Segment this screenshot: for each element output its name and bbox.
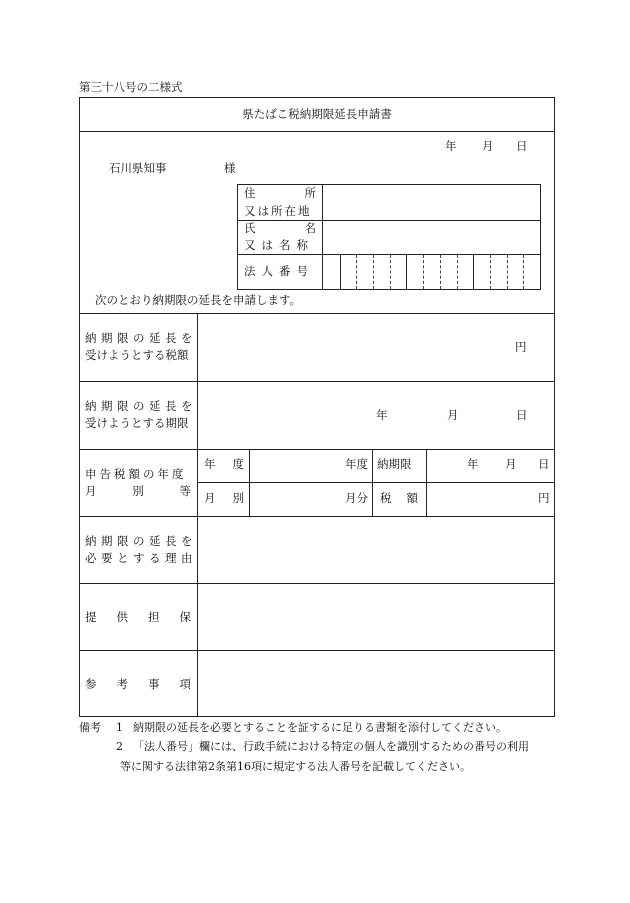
note-2-text-line2: 等に関する法律第2条第16項に規定する法人番号を記載してください。 [120,760,471,773]
address-field[interactable] [323,185,540,220]
digit-cell-divider [457,255,458,289]
date-year-label: 年 [445,139,457,153]
digit-cell-divider [490,255,491,289]
name-label-line2: 又は名称 [244,238,314,252]
digit-cell-divider [406,255,407,289]
digit-cell-divider [373,255,374,289]
reason-label-line2: 必要とする理由 [85,551,197,565]
collateral-label: 提 供 担 保 [85,610,191,624]
amount-label-line2: 受けようとする税額 [85,348,189,362]
due-date-label: 納期限 [377,457,412,471]
reference-field[interactable] [198,651,554,716]
tax-amount-unit: 円 [538,491,550,505]
addressee-name: 石川県知事 [109,161,167,175]
date-month-label: 月 [482,139,494,153]
month-label: 月 別 [204,491,244,505]
deadline-label-line1: 納期限の延長を [85,399,197,413]
collateral-field[interactable] [198,584,554,650]
fiscal-year-unit: 年度 [345,457,368,471]
corporate-number-field[interactable] [323,255,540,289]
deadline-day-label: 日 [516,408,528,422]
digit-cell-divider [423,255,424,289]
amount-unit: 円 [515,340,527,354]
notes-heading: 備考 [79,721,101,734]
form-title: 県たばこ税納期限延長申請書 [242,107,392,121]
corporate-number-label: 法人番号 [244,264,314,278]
digit-cell-divider [523,255,524,289]
declared-label-line2: 月 別 等 [85,484,191,498]
address-label-line2: 又は所在地 [244,204,312,218]
reference-label: 参 考 事 項 [85,677,191,691]
deadline-label-line2: 受けようとする期限 [85,416,189,430]
amount-label-line1: 納期限の延長を [85,331,197,345]
note-1-number: 1 [116,721,123,734]
month-unit: 月分 [345,491,368,505]
due-month-label: 月 [505,457,517,471]
date-day-label: 日 [516,139,528,153]
address-label-line1: 住 所 [244,186,316,200]
digit-cell-divider [340,255,341,289]
due-day-label: 日 [538,457,550,471]
declared-label-line1: 申告税額の年度 [85,467,187,481]
digit-cell-divider [473,255,474,289]
digit-cell-divider [507,255,508,289]
digit-cell-divider [356,255,357,289]
addressee-honorific: 様 [224,161,236,175]
amount-field[interactable] [198,314,554,380]
fiscal-year-label: 年 度 [204,457,244,471]
name-label-line1: 氏 名 [244,221,316,235]
reason-field[interactable] [198,517,554,583]
due-date-field[interactable] [427,450,554,482]
deadline-year-label: 年 [376,408,388,422]
note-2-text-line1: 「法人番号」欄には、行政手続における特定の個人を識別するための番号の利用 [133,740,529,753]
note-1-text: 納期限の延長を必要とすることを証するに足りる書類を添付してください。 [133,721,507,734]
digit-cell-divider [390,255,391,289]
deadline-month-label: 月 [447,408,459,422]
request-statement: 次のとおり納期限の延長を申請します。 [95,293,302,307]
divider [372,449,373,516]
divider [79,131,555,132]
name-field[interactable] [323,221,540,254]
reason-label-line1: 納期限の延長を [85,534,197,548]
tax-amount-label: 税 額 [380,491,418,505]
tax-amount-field[interactable] [427,483,554,516]
due-year-label: 年 [467,457,479,471]
note-2-number: 2 [116,740,123,753]
digit-cell-divider [440,255,441,289]
form-number: 第三十八号の二様式 [79,80,183,94]
